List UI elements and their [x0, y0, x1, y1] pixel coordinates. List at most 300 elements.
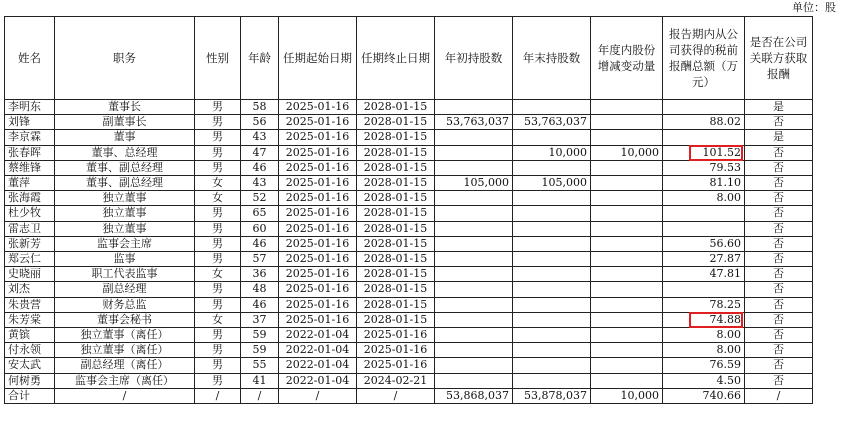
cell-text: 男: [212, 236, 223, 250]
cell-text: 53,763,037: [524, 115, 587, 129]
table-row: [5, 191, 813, 206]
table-cell: [591, 115, 663, 130]
table-cell: [5, 312, 55, 327]
table-cell: [435, 160, 513, 175]
cell-text: 37: [252, 312, 267, 326]
table-cell: [357, 282, 435, 297]
cell-text: 10,000: [620, 388, 659, 402]
table-cell: [435, 358, 513, 373]
cell-text: 否: [773, 236, 784, 250]
table-row: [5, 328, 813, 343]
cell-text: 2025-01-16: [285, 176, 350, 190]
cell-text: /: [393, 388, 398, 402]
table-cell: [357, 115, 435, 130]
table-cell: [513, 267, 591, 282]
cell-text: 2025-01-16: [285, 282, 350, 296]
table-cell: [663, 343, 745, 358]
table-cell: [55, 221, 195, 236]
cell-text: 78.25: [709, 297, 741, 311]
cell-text: 女: [212, 176, 223, 190]
table-cell: [241, 358, 279, 373]
table-cell: [279, 100, 357, 115]
cell-text: 2022-01-04: [285, 358, 350, 372]
table-cell: [195, 267, 241, 282]
table-cell: [745, 206, 813, 221]
total-row: [5, 388, 813, 403]
table-row: [5, 206, 813, 221]
table-cell: [5, 388, 55, 403]
column-header: 是否在公司关联方获取报酬: [745, 17, 813, 100]
table-cell: [435, 373, 513, 388]
table-cell: [663, 373, 745, 388]
table-cell: [435, 328, 513, 343]
table-cell: [513, 388, 591, 403]
table-cell: [195, 388, 241, 403]
cell-text: 79.53: [709, 160, 741, 174]
table-cell: [435, 130, 513, 145]
table-cell: [745, 130, 813, 145]
cell-text: 81.10: [709, 176, 741, 190]
cell-text: 2025-01-16: [285, 100, 350, 113]
cell-text: 合计: [8, 388, 30, 402]
table-cell: [745, 388, 813, 403]
cell-text: 李明东: [8, 100, 41, 113]
table-cell: [663, 160, 745, 175]
table-cell: [591, 388, 663, 403]
cell-text: 2025-01-16: [285, 267, 350, 281]
table-cell: [5, 343, 55, 358]
table-cell: [435, 176, 513, 191]
table-cell: [513, 343, 591, 358]
table-cell: [663, 388, 745, 403]
table-cell: [663, 176, 745, 191]
table-cell: [663, 130, 745, 145]
table-cell: [435, 282, 513, 297]
cell-text: 副总经理（离任）: [80, 358, 169, 372]
cell-text: 女: [212, 267, 223, 281]
table-cell: [663, 236, 745, 251]
table-cell: [591, 191, 663, 206]
column-header: 年初持股数: [435, 17, 513, 100]
table-cell: [745, 297, 813, 312]
cell-text: 监事会主席（离任）: [75, 373, 174, 387]
cell-text: 李京霖: [8, 130, 41, 144]
table-cell: [279, 358, 357, 373]
table-cell: [591, 206, 663, 221]
table-cell: [55, 312, 195, 327]
table-cell: [663, 115, 745, 130]
cell-text: 否: [773, 358, 784, 372]
table-cell: [279, 130, 357, 145]
table-cell: [745, 191, 813, 206]
table-cell: [195, 100, 241, 115]
table-cell: [513, 191, 591, 206]
cell-text: 董事、副总经理: [86, 160, 163, 174]
table-cell: [55, 191, 195, 206]
cell-text: 2025-01-16: [285, 206, 350, 220]
cell-text: 47.81: [709, 267, 741, 281]
table-cell: [357, 206, 435, 221]
table-cell: [435, 115, 513, 130]
table-cell: [663, 221, 745, 236]
table-cell: [5, 252, 55, 267]
cell-text: 否: [773, 312, 784, 326]
cell-text: 105,000: [463, 176, 509, 190]
table-cell: [745, 160, 813, 175]
table-cell: [745, 236, 813, 251]
table-cell: [279, 221, 357, 236]
table-cell: [241, 191, 279, 206]
table-cell: [745, 282, 813, 297]
table-cell: [279, 252, 357, 267]
table-cell: [357, 267, 435, 282]
table-cell: [591, 145, 663, 160]
cell-text: 监事会主席: [97, 236, 152, 250]
table-cell: [195, 145, 241, 160]
table-cell: [663, 206, 745, 221]
table-cell: [745, 312, 813, 327]
table-cell: [591, 297, 663, 312]
table-cell: [241, 343, 279, 358]
cell-text: 53,868,037: [446, 388, 509, 402]
table-cell: [195, 221, 241, 236]
table-cell: [435, 297, 513, 312]
table-cell: [745, 252, 813, 267]
cell-text: 男: [212, 221, 223, 235]
cell-text: 女: [212, 312, 223, 326]
table-cell: [55, 160, 195, 175]
cell-text: 48: [252, 282, 267, 296]
table-cell: [745, 343, 813, 358]
table-cell: [55, 145, 195, 160]
cell-text: 董事: [113, 130, 136, 144]
cell-text: 否: [773, 267, 784, 281]
cell-text: 张春晖: [8, 145, 41, 159]
table-cell: [5, 282, 55, 297]
table-cell: [241, 312, 279, 327]
table-cell: [745, 115, 813, 130]
table-cell: [435, 221, 513, 236]
cell-text: 2028-01-15: [363, 191, 428, 205]
cell-text: 董事会秘书: [97, 312, 152, 326]
cell-text: 男: [212, 282, 223, 296]
table-cell: [5, 358, 55, 373]
cell-text: 男: [212, 130, 223, 144]
table-row: [5, 358, 813, 373]
cell-text: 2028-01-15: [363, 206, 428, 220]
table-cell: [195, 206, 241, 221]
cell-text: 男: [212, 373, 223, 387]
cell-text: 男: [212, 358, 223, 372]
table-cell: [663, 328, 745, 343]
column-header: 年龄: [241, 17, 279, 100]
table-cell: [745, 176, 813, 191]
table-row: [5, 100, 813, 115]
table-cell: [279, 191, 357, 206]
table-cell: [357, 221, 435, 236]
cell-text: 2022-01-04: [285, 373, 350, 387]
table-cell: [663, 145, 745, 160]
cell-text: 否: [773, 115, 784, 129]
cell-text: 8.00: [716, 328, 741, 342]
table-cell: [241, 145, 279, 160]
cell-text: 职工代表监事: [91, 267, 158, 281]
column-header: 姓名: [5, 17, 55, 100]
cell-text: 2028-01-15: [363, 221, 428, 235]
table-cell: [241, 160, 279, 175]
cell-text: 60: [252, 221, 267, 235]
table-row: [5, 312, 813, 327]
cell-text: 2025-01-16: [285, 297, 350, 311]
cell-text: 2024-02-21: [363, 373, 428, 387]
table-row: [5, 282, 813, 297]
cell-text: 56.60: [709, 236, 741, 250]
table-cell: [435, 145, 513, 160]
cell-text: 2022-01-04: [285, 328, 350, 342]
cell-text: 2025-01-16: [285, 130, 350, 144]
cell-text: 53,763,037: [446, 115, 509, 129]
cell-text: 付永领: [8, 343, 41, 357]
cell-text: 男: [212, 160, 223, 174]
table-cell: [745, 358, 813, 373]
table-cell: [5, 115, 55, 130]
unit-label: 单位：股: [792, 1, 836, 14]
cell-text: 否: [773, 328, 784, 342]
table-cell: [241, 282, 279, 297]
cell-text: 2025-01-16: [363, 358, 428, 372]
column-header: 性别: [195, 17, 241, 100]
table-cell: [241, 130, 279, 145]
cell-text: 独立董事（离任）: [80, 328, 169, 342]
table-cell: [279, 267, 357, 282]
cell-text: 2028-01-15: [363, 267, 428, 281]
table-cell: [591, 100, 663, 115]
table-cell: [5, 328, 55, 343]
table-cell: [357, 145, 435, 160]
cell-text: /: [315, 388, 320, 402]
cell-text: 否: [773, 221, 784, 235]
table-body: [5, 100, 813, 404]
table-cell: [55, 130, 195, 145]
table-cell: [357, 130, 435, 145]
table-cell: [241, 236, 279, 251]
cell-text: 何树勇: [8, 373, 41, 387]
cell-text: 2028-01-15: [363, 282, 428, 296]
table-row: [5, 145, 813, 160]
table-cell: [591, 130, 663, 145]
cell-text: 男: [212, 100, 223, 113]
cell-text: 2028-01-15: [363, 115, 428, 129]
table-cell: [357, 328, 435, 343]
table-cell: [241, 328, 279, 343]
table-cell: [357, 236, 435, 251]
table-cell: [591, 282, 663, 297]
table-cell: [357, 358, 435, 373]
cell-text: 安太武: [8, 358, 41, 372]
table-cell: [435, 343, 513, 358]
table-cell: [357, 252, 435, 267]
cell-text: 36: [252, 267, 267, 281]
cell-text: 53,878,037: [524, 388, 587, 402]
cell-text: 2028-01-15: [363, 145, 428, 159]
table-cell: [195, 130, 241, 145]
table-cell: [513, 160, 591, 175]
table-cell: [435, 191, 513, 206]
table-cell: [5, 130, 55, 145]
cell-text: 2025-01-16: [363, 343, 428, 357]
cell-text: 是: [773, 100, 784, 113]
cell-text: 否: [773, 176, 784, 190]
cell-text: 57: [252, 252, 267, 266]
table-cell: [513, 206, 591, 221]
cell-text: 2025-01-16: [285, 160, 350, 174]
cell-text: 女: [212, 191, 223, 205]
table-cell: [195, 373, 241, 388]
table-cell: [55, 252, 195, 267]
table-cell: [591, 373, 663, 388]
cell-text: 董事、总经理: [91, 145, 158, 159]
cell-text: 55: [252, 358, 267, 372]
table-cell: [5, 145, 55, 160]
cell-text: 2025-01-16: [285, 145, 350, 159]
cell-text: /: [122, 388, 127, 402]
table-row: [5, 297, 813, 312]
table-cell: [279, 160, 357, 175]
cell-text: 105,000: [541, 176, 587, 190]
table-cell: [241, 176, 279, 191]
table-cell: [663, 297, 745, 312]
table-row: [5, 373, 813, 388]
table-cell: [513, 373, 591, 388]
table-cell: [5, 221, 55, 236]
table-cell: [663, 252, 745, 267]
cell-text: 朱贵营: [8, 297, 41, 311]
table-cell: [279, 282, 357, 297]
table-cell: [279, 312, 357, 327]
table-cell: [55, 358, 195, 373]
cell-text: 董事长: [108, 100, 141, 113]
cell-text: /: [776, 388, 781, 402]
executive-shareholding-table: [4, 16, 813, 404]
cell-text: 10,000: [548, 145, 587, 159]
cell-text: 2028-01-15: [363, 252, 428, 266]
table-cell: [195, 312, 241, 327]
cell-text: 雷志卫: [8, 221, 41, 235]
table-cell: [5, 191, 55, 206]
table-cell: [435, 252, 513, 267]
table-cell: [513, 176, 591, 191]
cell-text: 副总经理: [102, 282, 147, 296]
cell-text: 56: [252, 115, 267, 129]
table-cell: [241, 388, 279, 403]
cell-text: 男: [212, 206, 223, 220]
cell-text: 朱芳棠: [8, 312, 41, 326]
table-cell: [513, 130, 591, 145]
cell-text: 8.00: [716, 191, 741, 205]
column-header: 报告期内从公司获得的税前报酬总额（万元）: [663, 17, 745, 100]
table-row: [5, 221, 813, 236]
table-row: [5, 176, 813, 191]
cell-text: /: [257, 388, 262, 402]
table-cell: [55, 115, 195, 130]
table-cell: [279, 236, 357, 251]
cell-text: 46: [252, 236, 267, 250]
table-cell: [663, 312, 745, 327]
column-header: 任期起始日期: [279, 17, 357, 100]
table-row: [5, 267, 813, 282]
cell-text: 2028-01-15: [363, 297, 428, 311]
cell-text: 史晓丽: [8, 267, 41, 281]
table-cell: [435, 312, 513, 327]
cell-text: 张海霞: [8, 191, 41, 205]
table-cell: [357, 388, 435, 403]
table-cell: [55, 328, 195, 343]
table-cell: [591, 343, 663, 358]
table-cell: [241, 297, 279, 312]
table-cell: [195, 176, 241, 191]
table-cell: [513, 221, 591, 236]
table-cell: [5, 206, 55, 221]
table-row: [5, 115, 813, 130]
table-cell: [5, 267, 55, 282]
cell-text: 董事、副总经理: [86, 176, 163, 190]
cell-text: 否: [773, 297, 784, 311]
table-cell: [591, 176, 663, 191]
table-cell: [279, 328, 357, 343]
table-cell: [357, 176, 435, 191]
cell-text: 47: [252, 145, 267, 159]
cell-text: 男: [212, 115, 223, 129]
cell-text: 2028-01-15: [363, 176, 428, 190]
cell-text: 2028-01-15: [363, 312, 428, 326]
cell-text: 独立董事: [102, 191, 147, 205]
table-cell: [357, 312, 435, 327]
table-cell: [745, 100, 813, 115]
table-cell: [513, 328, 591, 343]
table-cell: [745, 145, 813, 160]
table-cell: [513, 115, 591, 130]
cell-text: 2025-01-16: [363, 328, 428, 342]
column-header: 任期终止日期: [357, 17, 435, 100]
table-cell: [663, 191, 745, 206]
cell-text: 74.88: [709, 312, 741, 326]
table-cell: [745, 328, 813, 343]
table-cell: [195, 115, 241, 130]
table-cell: [591, 328, 663, 343]
table-cell: [357, 160, 435, 175]
table-cell: [591, 221, 663, 236]
table-cell: [435, 100, 513, 115]
table-cell: [513, 252, 591, 267]
cell-text: 2028-01-15: [363, 160, 428, 174]
table-cell: [195, 191, 241, 206]
table-cell: [5, 236, 55, 251]
table-cell: [195, 343, 241, 358]
cell-text: 否: [773, 160, 784, 174]
table-cell: [195, 160, 241, 175]
table-cell: [279, 297, 357, 312]
table-row: [5, 130, 813, 145]
table-cell: [241, 267, 279, 282]
table-cell: [55, 282, 195, 297]
cell-text: 46: [252, 160, 267, 174]
table-cell: [241, 221, 279, 236]
table-cell: [591, 160, 663, 175]
cell-text: 76.59: [709, 358, 741, 372]
cell-text: 46: [252, 297, 267, 311]
cell-text: 否: [773, 343, 784, 357]
cell-text: 65: [252, 206, 267, 220]
